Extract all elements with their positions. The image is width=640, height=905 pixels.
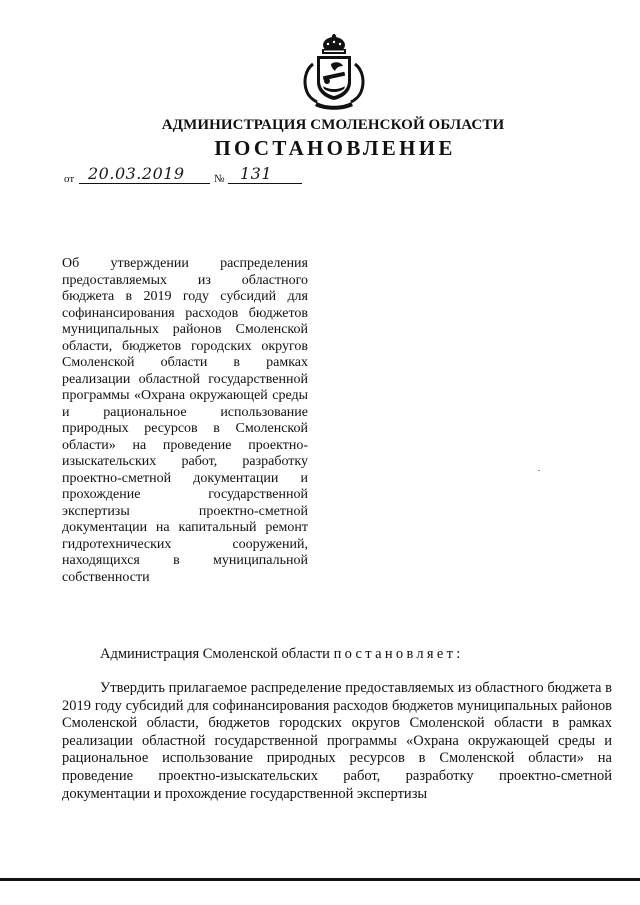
document-title: ПОСТАНОВЛЕНИЕ [214,136,456,160]
body-paragraph: Утвердить прилагаемое распределение предоставляемых из областного бюджета в 2019 году субсидий для софинансирования расходов бюджетов муниципальных районов Смоленской области, бюджетов городских округов Смоленской области в рамках реализации областной государственной программы «Охрана окружающей среды и рациональное использование природных ресурсов в Смоленской области» на проведение проектно-изыскательских работ, разработку проектно-сметной документации и прохождение государственной экспертизы [62,680,612,802]
preamble-lead: Администрация Смоленской области [100,646,330,662]
decree-subject: Об утверждении распределения предоставляемых из областного бюджета в 2019 году субсидий для софинансирования расходов бюджетов муниципальных районов Смоленской области, бюджетов городских округов Смоленской области в рамках реализации областной государственной программы «Охрана окружающей среды и рациональное использование природных ресурсов в Смоленской области» на проведение проектно-изыскательских работ, разработку проектно-сметной документации и прохождение государственной экспертизы проектно-сметной документации на капитальный ремонт гидротехнических сооружений, находящихся в муниципальной собственности [62,256,308,585]
preamble-verb: постановляет: [333,646,464,662]
date-prefix-label: от [64,173,75,185]
coat-of-arms-emblem [299,34,369,110]
number-prefix-label: № [214,173,225,185]
decree-number: 131 [240,164,273,183]
organization-name: АДМИНИСТРАЦИЯ СМОЛЕНСКОЙ ОБЛАСТИ [161,117,505,133]
decree-date-number-line [64,164,324,188]
page-bottom-rule [0,878,640,881]
decree-date: 20.03.2019 [88,164,185,183]
number-underline [228,183,302,184]
scan-speck [538,470,540,471]
date-underline [79,183,210,184]
preamble-paragraph [100,646,464,663]
